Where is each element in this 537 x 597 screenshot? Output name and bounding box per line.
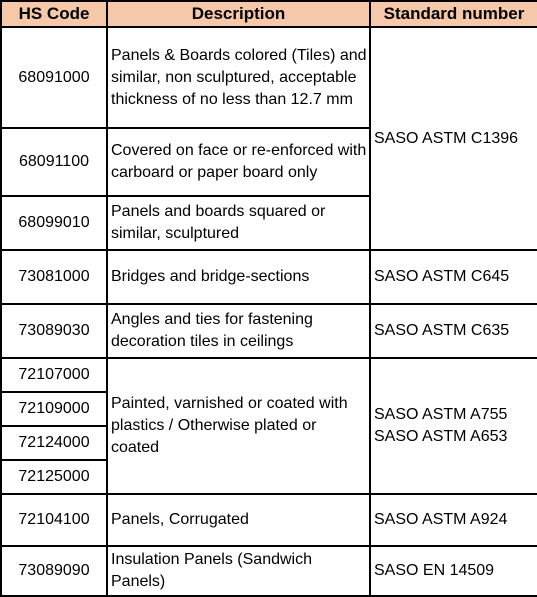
hs-code-cell: 73089090 xyxy=(1,546,107,596)
description-cell: Painted, varnished or coated with plastics / Otherwise plated or coated xyxy=(107,358,370,494)
description-cell: Panels and boards squared or similar, sculptured xyxy=(107,196,370,250)
description-cell: Panels, Corrugated xyxy=(107,494,370,546)
description-cell: Angles and ties for fastening decoration tiles in ceilings xyxy=(107,304,370,358)
hs-code-cell: 68099010 xyxy=(1,196,107,250)
hs-code-cell: 68091000 xyxy=(1,27,107,128)
standard-cell: SASO ASTM C1396 xyxy=(370,27,537,250)
table-row xyxy=(1,358,537,392)
hs-code-cell: 72109000 xyxy=(1,392,107,426)
hs-code-cell: 73089030 xyxy=(1,304,107,358)
table-row xyxy=(1,546,537,596)
standard-cell xyxy=(370,358,537,494)
table-row xyxy=(1,250,537,304)
header-description: Description xyxy=(107,1,370,27)
hs-code-cell: 72125000 xyxy=(1,460,107,494)
standard-cell: SASO EN 14509 xyxy=(370,546,537,596)
description-cell: Panels & Boards colored (Tiles) and similar, non sculptured, acceptable thickness of no less than 12.7 mm xyxy=(107,27,370,128)
hs-code-cell: 68091100 xyxy=(1,128,107,196)
standard-cell: SASO ASTM C645 xyxy=(370,250,537,304)
hs-code-cell: 72124000 xyxy=(1,426,107,460)
table-row xyxy=(1,27,537,128)
table-row xyxy=(1,494,537,546)
standard-cell: SASO ASTM A924 xyxy=(370,494,537,546)
description-cell: Bridges and bridge-sections xyxy=(107,250,370,304)
header-row xyxy=(1,1,537,27)
description-cell: Covered on face or re-enforced with carboard or paper board only xyxy=(107,128,370,196)
hs-code-cell: 73081000 xyxy=(1,250,107,304)
hs-code-cell: 72107000 xyxy=(1,358,107,392)
description-cell: Insulation Panels (Sandwich Panels) xyxy=(107,546,370,596)
header-hs-code: HS Code xyxy=(1,1,107,27)
header-standard-number: Standard number xyxy=(370,1,537,27)
standard-line: SASO ASTM A755 xyxy=(374,406,508,423)
standard-cell: SASO ASTM C635 xyxy=(370,304,537,358)
table-row xyxy=(1,304,537,358)
hs-code-cell: 72104100 xyxy=(1,494,107,546)
standard-line: SASO ASTM A653 xyxy=(374,428,508,445)
